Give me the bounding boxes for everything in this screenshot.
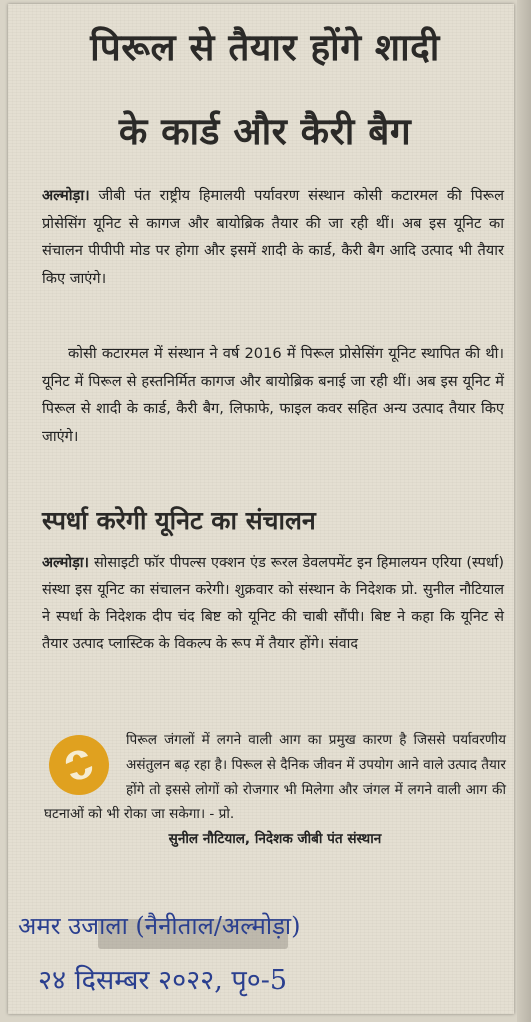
paragraph-1 (42, 182, 504, 292)
paragraph-2: कोसी कटारमल में संस्थान ने वर्ष 2016 में पिरूल प्रोसेसिंग यूनिट स्थापित की थी। यूनिट में पिरूल से हस्तनिर्मित कागज और बायोब्रिक बनाई जा रही थीं। अब इस यूनिट में पिरूल से शादी के कार्ड, कैरी बैग, लिफाफे, फाइल कवर सहित अन्य उत्पाद तैयार किए जाएंगे। (42, 345, 504, 445)
paragraph-1-text: जीबी पंत राष्ट्रीय हिमालयी पर्यावरण संस्थान कोसी कटारमल की पिरूल प्रोसेसिंग यूनिट से कागज और बायोब्रिक तैयार की जा रही थीं। अब इस यूनिट का संचालन पीपीपी मोड पर होगा और इसमें शादी के कार्ड, कैरी बैग आदि उत्पाद भी तैयार किए जाएंगे। (42, 187, 504, 287)
dateline: अल्मोड़ा। (42, 187, 90, 204)
newspaper-clipping (8, 4, 514, 1014)
subheading: स्पर्धा करेगी यूनिट का संचालन (42, 506, 316, 535)
quote-block (44, 728, 506, 852)
handwritten-source: अमर उजाला (नैनीताल/अल्मोड़ा) (18, 912, 301, 940)
quote-text: पिरूल जंगलों में लगने वाली आग का प्रमुख कारण है जिससे पर्यावरणीय असंतुलन बढ़ रहा है। पिरूल से दैनिक जीवन में उपयोग आने वाले उत्पाद तैयार होंगे तो इससे लोगों को रोजगार भी मिलेगा और जंगल में लगने वाली आग की घटनाओं को भी रोका जा सकेगा। - प्रो. (44, 732, 506, 823)
handwritten-date: २४ दिसम्बर २०२२, पृ०-5 (38, 965, 288, 996)
quote-author: सुनील नौटियाल, निदेशक जीबी पंत संस्थान (168, 831, 382, 848)
page-edge (517, 0, 531, 1022)
paragraph-3 (42, 550, 504, 658)
dateline-2: अल्मोड़ा। (42, 555, 89, 571)
paragraph-3-text: सोसाइटी फॉर पीपल्स एक्शन एंड रूरल डेवलपमेंट इन हिमालयन एरिया (स्पर्धा) संस्था इस यूनिट का संचालन करेगी। शुक्रवार को संस्थान के निदेशक प्रो. सुनील नौटियाल ने स्पर्धा के निदेशक दीप चंद बिष्ट को यूनिट की चाबी सौंपी। बिष्ट ने कहा कि यूनिट से तैयार उत्पाद प्लास्टिक के विकल्प के रूप में तैयार होंगे। संवाद (42, 555, 504, 652)
headline-line-2: के कार्ड और कैरी बैग (118, 110, 412, 153)
headline-line-1: पिरूल से तैयार होंगे शादी (90, 26, 440, 69)
